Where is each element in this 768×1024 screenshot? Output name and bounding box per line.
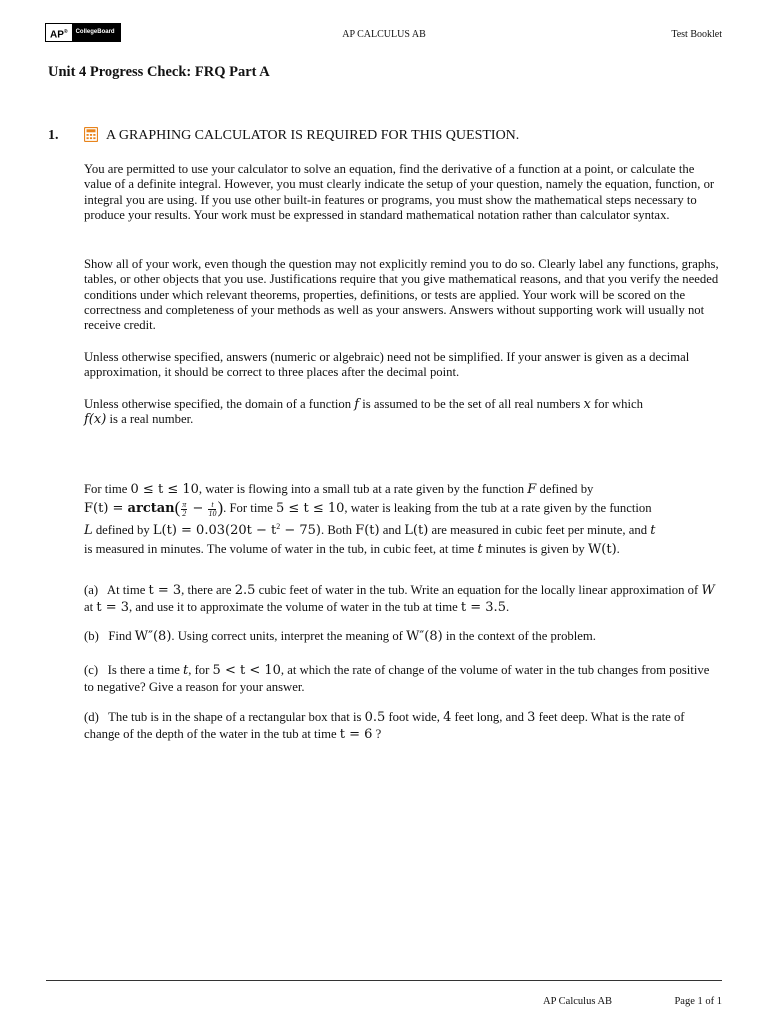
calculator-icon	[84, 127, 98, 142]
header-booklet: Test Booklet	[671, 29, 722, 40]
footer-course: AP Calculus AB	[543, 996, 613, 1007]
part-a-label: (a)	[84, 583, 99, 597]
part-a: (a) At time t = 3, there are 2.5 cubic feet of water in the tub. Write an equation for the locally linear approximation of W at t = 3, and use it to approximate the volume of water in the tub at time t = 3.5.	[84, 583, 715, 615]
page-title: Unit 4 Progress Check: FRQ Part A	[48, 64, 270, 80]
page-number: Page 1 of 1	[674, 996, 722, 1007]
domain-note: Unless otherwise specified, the domain of a function f is assumed to be the set of all real numbers x for which f(x) is a real number.	[84, 397, 644, 428]
logo-ap: AP®	[46, 24, 72, 41]
header-course: AP CALCULUS AB	[342, 29, 426, 40]
part-d-label: (d)	[84, 710, 99, 724]
instructions-precision: Unless otherwise specified, answers (numeric or algebraic) need not be simplified. If your answer is given as a decimal approximation, it should be correct to three places after the decimal point.	[84, 350, 690, 380]
part-d: (d) The tub is in the shape of a rectangular box that is 0.5 foot wide, 4 feet long, and 3 feet deep. What is the rate of change of the depth of the water in the tub at time t = 6 ?	[84, 710, 685, 742]
part-c: (c) Is there a time t, for 5 < t < 10, at which the rate of change of the volume of water in the tub changes from positive to negative? Give a reason for your answer.	[84, 663, 710, 694]
calculator-notice: A GRAPHING CALCULATOR IS REQUIRED FOR THIS QUESTION.	[106, 128, 520, 143]
part-c-label: (c)	[84, 663, 99, 677]
part-b: (b) Find W″(8). Using correct units, interpret the meaning of W″(8) in the context of the problem.	[84, 629, 596, 644]
question-number: 1.	[48, 128, 59, 143]
part-b-label: (b)	[84, 629, 99, 643]
problem-stem: For time 0 ≤ t ≤ 10, water is flowing into a small tub at a rate given by the function F defined by F(t) = arctan( $\frac{\pi}{2}$ − $\frac{t}{10}$ ). For time 5 ≤ t ≤ 10, water is leaking from the tub at a rate given by the function L defined by $L(t) = 0.03(20t - t^2 - 75)$. Both F(t) and L(t) are measured in cubic feet per minute, and t is measured in minutes. The volume of water in the tub, in cubic feet, at time t minutes is given by W(t).	[84, 482, 656, 558]
instructions-work: Show all of your work, even though the question may not explicitly remind you to do so. Clearly label any functions, graphs, tables, or other objects that you use. Justifications require that you give mathematical reasons, and that you verify the needed conditions under which relevant theorems, properties, definitions, or tests are applied. Your work will be scored on the correctness and completeness of your methods as well as your answers. Answers without supporting work will usually not receive credit.	[84, 257, 719, 333]
instructions-calculator: You are permitted to use your calculator to solve an equation, find the derivative of a function at a point, or calculate the value of a definite integral. However, you must clearly indicate the setup of your question, namely the equation, function, or integral you are using. If you use other built-in features or programs, you must show the mathematical steps necessary to produce your results. Your work must be expressed in standard mathematical notation rather than calculator syntax.	[84, 162, 715, 222]
footer-divider	[46, 980, 722, 981]
logo-collegeboard: CollegeBoard	[72, 24, 120, 41]
